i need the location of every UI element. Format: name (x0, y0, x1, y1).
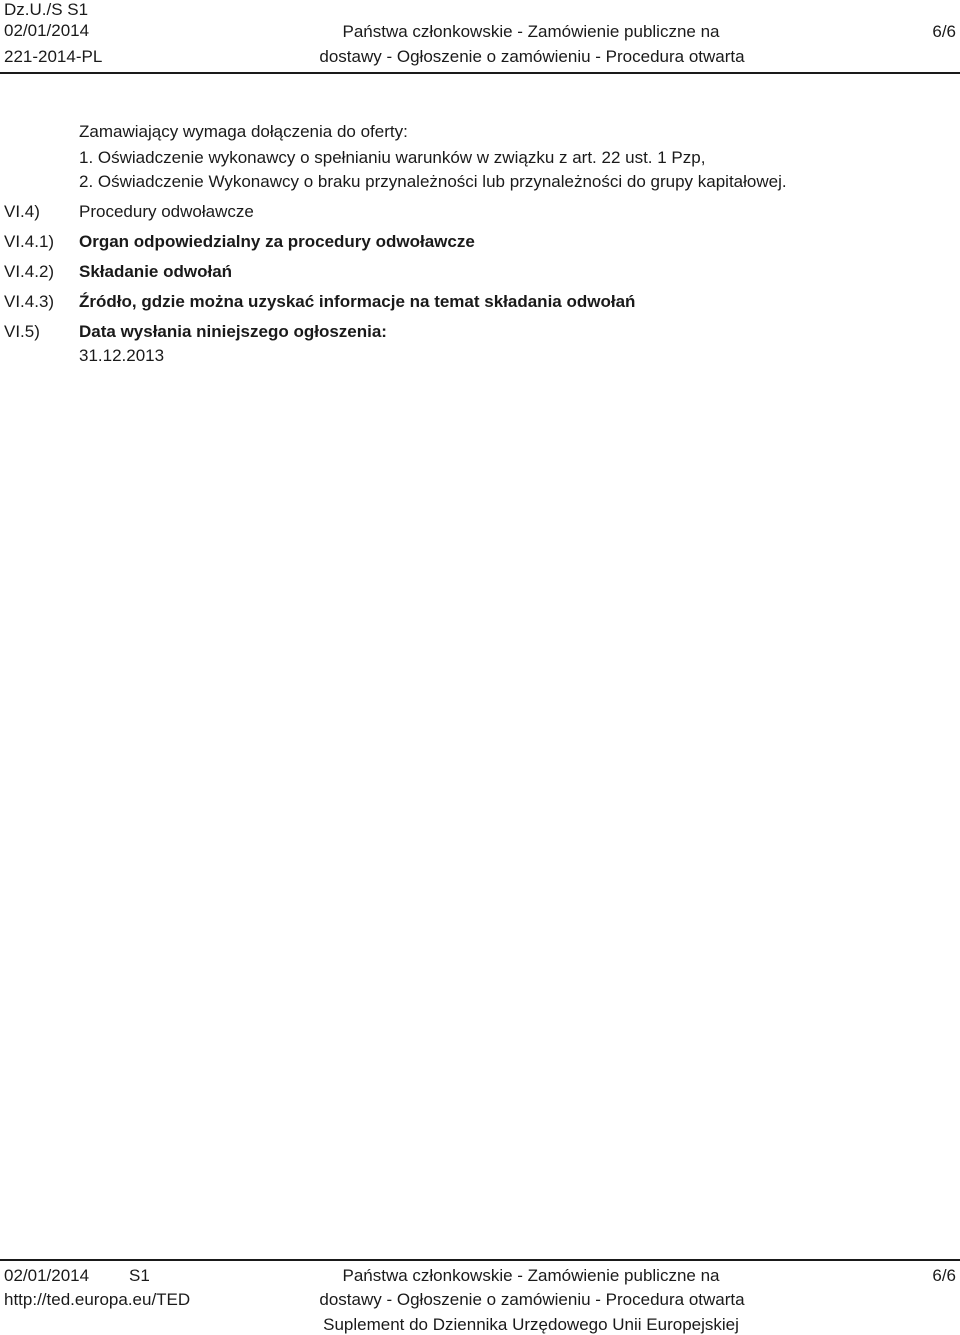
header-title-line1: Państwa członkowskie - Zamówienie publiczne na (342, 22, 720, 41)
header-date: 02/01/2014 (4, 21, 90, 40)
section-number-vi-4-2: VI.4.2) (4, 262, 55, 281)
footer-title-line1: Państwa członkowskie - Zamówienie publiczne na (342, 1266, 720, 1285)
footer-rule (0, 1259, 960, 1261)
header-notice-id: 221-2014-PL (4, 47, 103, 66)
footer-url: http://ted.europa.eu/TED (4, 1290, 191, 1309)
requirement-item-1: 1. Oświadczenie wykonawcy o spełnianiu warunków w związku z art. 22 ust. 1 Pzp, (79, 148, 706, 167)
section-number-vi-4: VI.4) (4, 202, 40, 221)
section-title-vi-5: Data wysłania niniejszego ogłoszenia: (79, 322, 387, 341)
footer-series: S1 (129, 1266, 150, 1285)
footer-page-number: 6/6 (932, 1266, 956, 1285)
header-page-number: 6/6 (932, 22, 956, 41)
header-title-line2: dostawy - Ogłoszenie o zamówieniu - Procedura otwarta (319, 47, 745, 66)
section-title-vi-4-3: Źródło, gdzie można uzyskać informacje na temat składania odwołań (79, 292, 636, 311)
section-title-vi-4-2: Składanie odwołań (79, 262, 233, 281)
section-title-vi-4-1: Organ odpowiedzialny za procedury odwoławcze (79, 232, 475, 251)
footer-title-line3: Suplement do Dziennika Urzędowego Unii Europejskiej (323, 1315, 739, 1334)
section-number-vi-4-3: VI.4.3) (4, 292, 55, 311)
header-journal: Dz.U./S S1 (4, 0, 89, 19)
requirement-intro: Zamawiający wymaga dołączenia do oferty: (79, 122, 408, 141)
requirement-item-2: 2. Oświadczenie Wykonawcy o braku przynależności lub przynależności do grupy kapitałowej. (79, 172, 787, 191)
header-rule (0, 72, 960, 74)
section-title-vi-4: Procedury odwoławcze (79, 202, 254, 221)
dispatch-date: 31.12.2013 (79, 346, 165, 365)
section-number-vi-4-1: VI.4.1) (4, 232, 55, 251)
footer-title-line2: dostawy - Ogłoszenie o zamówieniu - Procedura otwarta (319, 1290, 745, 1309)
section-number-vi-5: VI.5) (4, 322, 40, 341)
footer-date: 02/01/2014 (4, 1266, 90, 1285)
